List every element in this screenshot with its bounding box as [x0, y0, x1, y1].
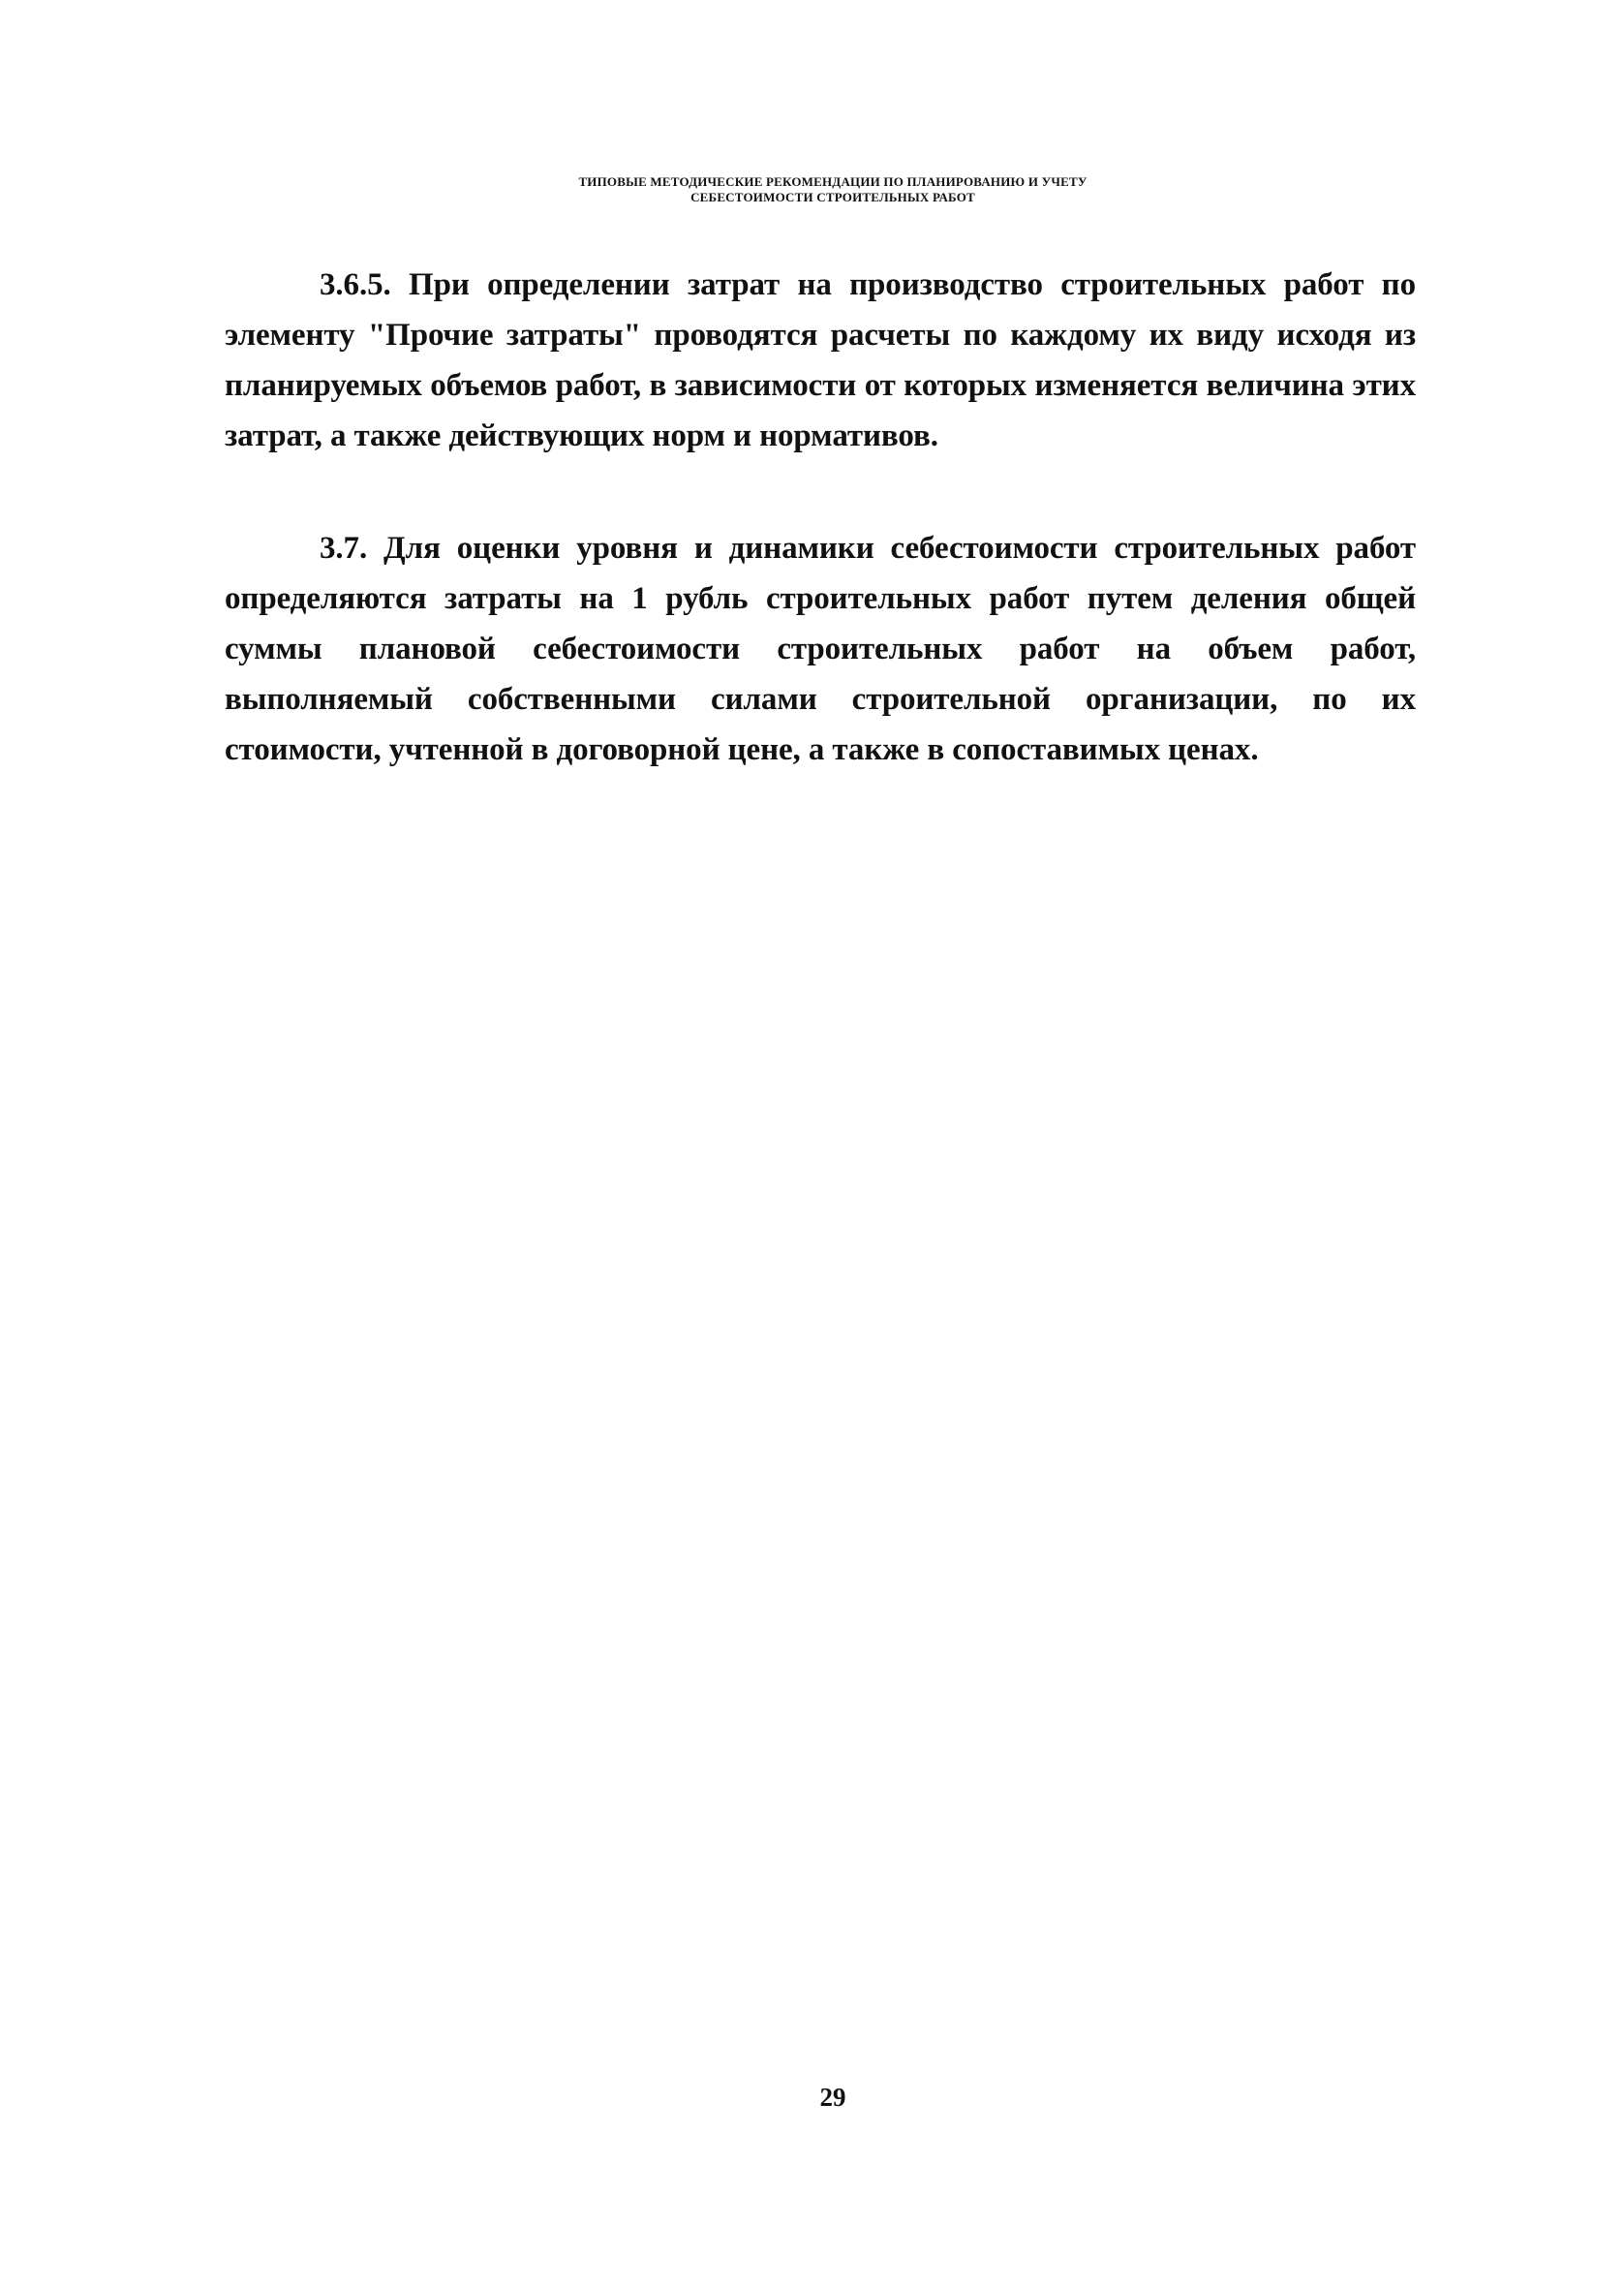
paragraph-3-6-5	[225, 260, 1416, 461]
page-number: 29	[819, 2083, 846, 2112]
paragraph-3-7	[225, 523, 1416, 775]
paragraph-text: При определении затрат на производство строительных работ по элементу "Прочие затраты" проводятся расчеты по каждому их виду исходя из планируемых объемов работ, в зависимости от которых изменяется величина этих затрат, а также действующих норм и нормативов.	[225, 267, 1416, 453]
clause-number: 3.7.	[320, 531, 368, 566]
running-header-line-1: ТИПОВЫЕ МЕТОДИЧЕСКИЕ РЕКОМЕНДАЦИИ ПО ПЛАНИРОВАНИЮ И УЧЕТУ	[578, 174, 1088, 189]
running-header	[0, 174, 1624, 205]
running-header-line-2: СЕБЕСТОИМОСТИ СТРОИТЕЛЬНЫХ РАБОТ	[690, 190, 975, 204]
paragraph-text: Для оценки уровня и динамики себестоимости строительных работ определяются затраты на 1 рубль строительных работ путем деления общей суммы плановой себестоимости строительных работ на объем работ, выполняемый собственными силами строительной организации, по их стоимости, учтенной в договорной цене, а также в сопоставимых ценах.	[225, 531, 1416, 767]
clause-number: 3.6.5.	[320, 267, 391, 302]
